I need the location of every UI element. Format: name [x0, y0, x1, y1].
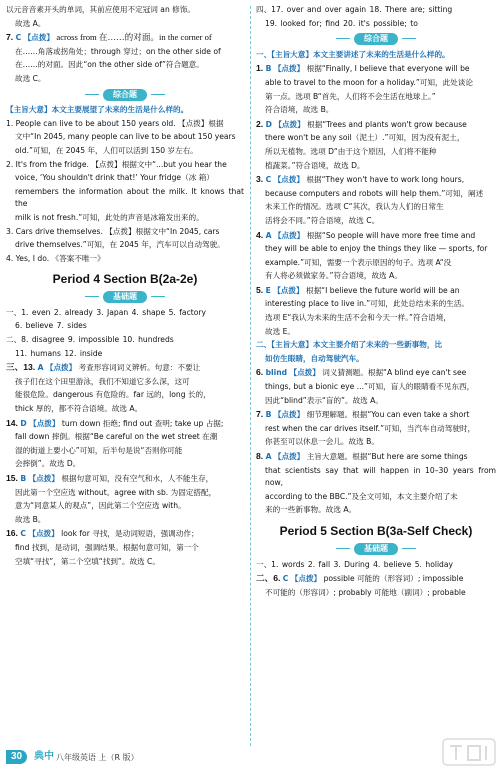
left-column — [6, 4, 244, 569]
part-label: 一、 — [6, 307, 22, 317]
explanation-line: 所以无植物。选项 D“由于这个原因，人们将不能种 — [265, 146, 437, 156]
reading-answer-2 — [256, 118, 496, 172]
explanation-line: drive themselves.”可知，在 2045 年，汽车可以自动驾驶。 — [15, 240, 225, 250]
explanation-line: 有人将必须做家务。”符合语境，故选 A。 — [265, 271, 402, 281]
explanation-line: 不可能的（形容词）; probably 可能地（副词）; probable — [265, 587, 466, 597]
explanation-line: things, but a bionic eye ...”可知，盲人的眼睛看不见东西， — [265, 382, 475, 392]
explanation-line: 主旨大意题。根据“But here are some things — [306, 452, 468, 461]
word-answers-row-4: 11. humans 12. inside — [15, 348, 103, 358]
period-5-heading: Period 5 Section B(3a-Self Check) — [279, 523, 473, 538]
explanation-line: 孩子们在这个田里游泳，我们不知道它多么深，这可 — [15, 376, 190, 386]
right-column — [256, 4, 496, 600]
question-number: 1. — [256, 63, 264, 74]
explanation-line: possible 可能的（形容词）; impossible — [323, 574, 464, 584]
hint-tag: 【点拨】 — [23, 33, 54, 43]
intro-line-2: 故选 A。 — [15, 18, 46, 28]
question-13 — [6, 361, 244, 415]
explanation-line: across from 在……的对面。in the corner of — [56, 32, 212, 43]
fill-answers-row-2: 19. looked for; find 20. it's possible; to — [265, 18, 418, 28]
answer-2 — [6, 159, 244, 225]
page-number: 30 — [6, 750, 27, 764]
reading-answer-3 — [256, 173, 496, 227]
explanation-line: 在……角落或拐角处；through 穿过；on the other side of — [15, 46, 221, 56]
explanation-line: 故选 E。 — [265, 326, 295, 336]
answer-letter: A — [265, 452, 272, 461]
explanation-line: 3. Cars drive themselves. 【点拨】根据文中“In 2045, cars — [6, 226, 220, 236]
word-answers-row: 一、1. words 2. fall 3. During 4. believe 5. holiday — [256, 559, 454, 569]
explanation-line: 故选 B。 — [15, 514, 46, 524]
explanation-line: because computers and robots will help them.”可知，阐述 — [265, 188, 484, 198]
question-number: 二、6. — [256, 573, 281, 584]
main-idea-2: 二、【主旨大意】本文主要介绍了未来的一些新事物，比 — [256, 340, 443, 350]
hint-tag: 【点拨】 — [273, 410, 305, 420]
answer-letter: A — [265, 230, 272, 240]
explanation-line: 根据“I believe the future world will be an — [306, 285, 460, 295]
section-banner-comprehensive: 综合题 — [6, 89, 244, 102]
explanation-line: 活将会不同。”符合语境，故选 C。 — [265, 215, 380, 225]
answer-letter: B — [20, 474, 27, 483]
explanation-line: 根据“Finally, I believe that everyone will be — [306, 64, 470, 74]
watermark-stamp-icon — [442, 738, 496, 766]
answer-letter: C — [265, 175, 272, 185]
brand-logo: 典中 — [34, 751, 54, 762]
explanation-line: they will be able to enjoy the things they like — sports, for — [265, 244, 488, 254]
explanation-line: rest when the car drives itself.”可知，当汽车自动驾驶时， — [265, 423, 476, 433]
question-14 — [6, 417, 244, 471]
question-number: 7. — [256, 409, 264, 420]
explanation-line: fall down 摔倒。根据“Be careful on the wet street 在潮 — [15, 432, 218, 442]
explanation-line: there won't be any soil（泥土）.”可知，因为没有泥土， — [265, 133, 465, 143]
answer-letter: D — [265, 119, 272, 129]
reading-answer-4 — [256, 229, 496, 283]
question-number: 5. — [256, 284, 264, 295]
hint-tag: 【点拨】 — [28, 474, 59, 483]
answer-letter: B — [265, 410, 272, 420]
page-footer — [6, 750, 206, 766]
hint-tag: 【点拨】 — [45, 363, 77, 373]
answer-letter: C — [282, 574, 289, 584]
answer-letter: E — [265, 285, 271, 295]
answer-3 — [6, 226, 244, 252]
explanation-line: able to travel to the moon for a holiday.”可知，此处谈论 — [265, 77, 473, 87]
question-number: 14. — [6, 417, 18, 428]
explanation-line: 第一点。选项 B“首先，人们将不会生活在地球上。” — [265, 91, 436, 101]
explanation-line: 细节理解题。根据“You can even take a short — [306, 410, 470, 420]
explanation-line: 意为“同意某人的观点”，因此第二个空应选 with。 — [15, 501, 186, 511]
fill-answers-row-1: 四、17. over and over again 18. There are; sitting — [256, 5, 453, 14]
hint-tag: 【点拨】 — [29, 418, 60, 428]
explanation-line: 根据“So people will have more free time and — [306, 230, 476, 240]
reading-answer-6 — [256, 366, 496, 407]
explanation-line: 未来工作的情况。选项 C“其次，我认为人们的日常生 — [265, 202, 444, 212]
question-7 — [6, 31, 244, 85]
hint-tag: 【点拨】 — [273, 175, 304, 185]
explanation-line: 词义猜测题。根据“A blind eye can't see — [322, 368, 467, 378]
question-number: 7. — [6, 32, 14, 43]
question-number: 8. — [256, 451, 264, 461]
reading-answer-5 — [256, 284, 496, 338]
reading-answer-8 — [256, 450, 496, 517]
explanation-line: 根据“Trees and plants won't grow because — [307, 119, 467, 129]
explanation-line: 根据句意可知，没有空气和水，人不能生存， — [61, 474, 214, 483]
explanation-line: look for 寻找，是动词短语，强调动作； — [61, 529, 199, 539]
hint-tag: 【点拨】 — [273, 64, 305, 74]
answer-letter: B — [265, 64, 272, 74]
word-answers-row-3: 二、8. disagree 9. impossible 10. hundreds — [6, 335, 174, 345]
section-banner-comprehensive: 综合题 — [256, 33, 496, 46]
explanation-line: 来的一些新事物。故选 A。 — [265, 505, 357, 515]
explanation-line: 根据“They won't have to work long hours, — [306, 175, 465, 185]
question-number: 15. — [6, 473, 18, 483]
explanation-line: 文中“In 2045, many people can live to be about 150 years — [15, 132, 236, 142]
explanation-line: 1. People can live to be about 150 years old. 【点拨】根据 — [6, 118, 224, 128]
hint-tag: 【点拨】 — [273, 285, 304, 295]
explanation-line: example.”可知，需要一个表示原因的句子。选项 A“没 — [265, 257, 452, 267]
answer-1 — [6, 118, 244, 158]
explanation-line: 2. It's from the fridge. 【点拨】根据文中“...but you hear the — [6, 159, 227, 169]
question-16 — [6, 527, 244, 568]
answer-4: 4. Yes, I do. 《答案不唯一》 — [6, 253, 105, 263]
hint-tag: 【点拨】 — [290, 574, 322, 584]
explanation-line: 故选 C。 — [15, 73, 46, 83]
explanation-line: 你甚至可以休息一会儿。故选 B。 — [265, 437, 379, 447]
question-number: 6. — [256, 367, 264, 378]
question-number: 三、13. — [6, 362, 36, 373]
explanation-line: 在……的对面。因此“on the other side of”符合题意。 — [15, 60, 204, 70]
explanation-line: milk is not fresh.”可知，此处的声音是冰箱发出来的。 — [15, 212, 204, 222]
main-idea: 一、【主旨大意】本文主要讲述了未来的生活是什么样的。 — [256, 49, 450, 59]
explanation-line: 植蔬菜。”符合语境，故选 D。 — [265, 160, 365, 170]
explanation-line: 考查形容词词义辨析。句意：不要让 — [78, 363, 201, 373]
hint-tag: 【点拨】 — [273, 230, 305, 240]
reading-answer-1 — [256, 62, 496, 116]
explanation-line: 因此第一个空应选 without。agree with sb. 为固定搭配， — [15, 487, 217, 497]
hint-tag: 【点拨】 — [273, 452, 305, 461]
question-6b — [256, 572, 496, 599]
answer-letter: C — [15, 33, 22, 43]
main-idea-2-cont: 如仿生眼睛，自动驾驶汽车。 — [265, 353, 364, 363]
column-divider — [250, 6, 251, 746]
question-15 — [6, 472, 244, 526]
explanation-line: thick 厚的，都不符合语境。故选 A。 — [15, 404, 143, 414]
intro-line-1: 以元音音素开头的单词，其前应使用不定冠词 an 修饰。 — [6, 5, 195, 14]
section-banner-basic: 基础题 — [6, 291, 244, 304]
explanation-line: that scientists say that will happen in 10–30 years from now, — [265, 465, 496, 488]
explanation-line: turn down 拒绝; find out 查明; take up 占据; — [61, 418, 224, 428]
answer-letter: C — [20, 529, 26, 539]
book-title: 八年级英语 上（R 版） — [56, 753, 139, 762]
hint-tag: 【点拨】 — [274, 119, 305, 129]
reading-answer-7 — [256, 408, 496, 449]
explanation-line: old.”可知，在 2045 年，人们可以活到 150 岁左右。 — [15, 145, 198, 155]
explanation-line: 符合语境，故选 B。 — [265, 105, 334, 115]
period-4-heading: Period 4 Section B(2a-2e) — [52, 272, 198, 287]
explanation-line: voice, ‘You shouldn't drink that!’ Your fridge（冰 箱） — [15, 173, 214, 183]
explanation-line: 湿的街道上要小心”可知，后半句是说“否则你可能 — [15, 445, 183, 455]
main-idea: 【主旨大意】本文主要展望了未来的生活是什么样的。 — [6, 105, 189, 115]
hint-tag: 【点拨】 — [289, 368, 320, 378]
answer-letter: blind — [265, 368, 288, 378]
explanation-line: 因此“blind”表示“盲的”。故选 A。 — [265, 395, 383, 405]
explanation-line: 能很危险。dangerous 有危险的。far 远的，long 长的， — [15, 390, 211, 400]
section-banner-basic: 基础题 — [256, 543, 496, 556]
word-answers-row-1: 一、1. even 2. already 3. Japan 4. shape 5. factory — [6, 307, 206, 317]
question-number: 4. — [256, 229, 264, 240]
explanation-line: 空填“寻找”，第二个空填“找到”。故选 C。 — [15, 556, 160, 566]
question-number: 16. — [6, 528, 18, 539]
explanation-line: 选项 E“我认为未来的生活不会和今天一样。”符合语境， — [265, 313, 451, 323]
question-number: 2. — [256, 118, 264, 129]
answer-letter: A — [37, 363, 44, 373]
explanation-line: 会摔倒”。故选 D。 — [15, 459, 81, 469]
question-number: 3. — [256, 174, 264, 185]
explanation-line: find 找到，是动词，强调结果。根据句意可知，第一个 — [15, 542, 199, 552]
word-answers-row-2: 6. believe 7. sides — [15, 321, 87, 331]
explanation-line: remembers the information about the milk. It knows that the — [15, 186, 244, 209]
explanation-line: according to the BBC.”及全文可知，本文主要介绍了未 — [265, 491, 458, 501]
hint-tag: 【点拨】 — [28, 529, 59, 539]
explanation-line: interesting place to live in.”可知，此处总结未来的生活。 — [265, 299, 469, 309]
answer-letter: D — [20, 418, 27, 428]
